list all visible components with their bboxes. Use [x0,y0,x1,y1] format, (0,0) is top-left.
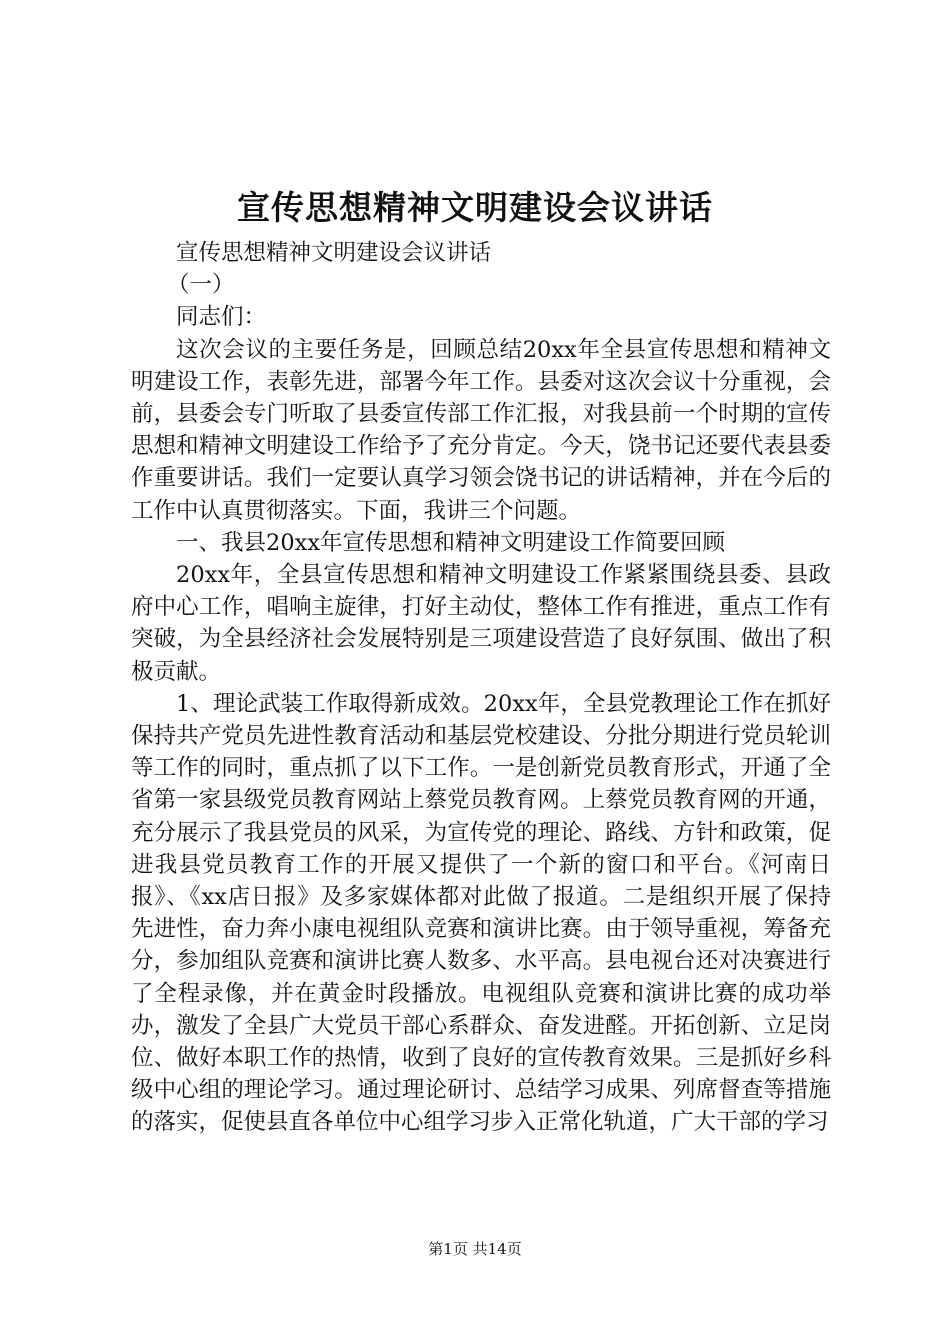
document-title: 宣传思想精神文明建设会议讲话 [237,188,713,227]
page-footer: 第1页 共14页 [428,1240,522,1258]
review-paragraph: 20xx年，全县宣传思想和精神文明建设工作紧紧围绕县委、县政府中心工作，唱响主旋律，打好主动仗，整体工作有推进，重点工作有突破，为全县经济社会发展特别是三项建设营造了良好氛围、做出了积极贡献。 [131,562,831,685]
theory-paragraph: 1、理论武装工作取得新成效。20xx年，全县党教理论工作在抓好保持共产党员先进性教育活动和基层党校建设、分批分期进行党员轮训等工作的同时，重点抓了以下工作。一是创新党员教育形式，开通了全省第一家县级党员教育网站上蔡党员教育网。上蔡党员教育网的开通，充分展示了我县党员的风采，为宣传党的理论、路线、方针和政策，促进我县党员教育工作的开展又提供了一个新的窗口和平台。《河南日报》、《xx店日报》及多家媒体都对此做了报道。二是组织开展了保持先进性，奋力奔小康电视组队竞赛和演讲比赛。由于领导重视，筹备充分，参加组队竞赛和演讲比赛人数多、水平高。县电视台还对决赛进行了全程录像，并在黄金时段播放。电视组队竞赛和演讲比赛的成功举办，激发了全县广大党员干部心系群众、奋发进醛。开拓创新、立足岗位、做好本职工作的热情，收到了良好的宣传教育效果。三是抓好乡科级中心组的理论学习。通过理论研讨、总结学习成果、列席督查等措施的落实，促使县直各单位中心组学习步入正常化轨道，广大干部的学习 [131,690,831,1136]
intro-paragraph: 这次会议的主要任务是，回顾总结20xx年全县宣传思想和精神文明建设工作，表彰先进，部署今年工作。县委对这次会议十分重视，会前，县委会专门听取了县委宣传部工作汇报，对我县前一个时期的宣传思想和精神文明建设工作给予了充分肯定。今天，饶书记还要代表县委作重要讲话。我们一定要认真学习领会饶书记的讲话精神，并在今后的工作中认真贯彻落实。下面，我讲三个问题。 [131,336,831,524]
section-heading: 一、我县20xx年宣传思想和精神文明建设工作简要回顾 [176,529,726,556]
salutation-paragraph: 同志们： [176,304,267,331]
document-body [131,237,831,1139]
section-number-paragraph: （一） [167,272,235,299]
subtitle-paragraph: 宣传思想精神文明建设会议讲话 [176,240,492,266]
